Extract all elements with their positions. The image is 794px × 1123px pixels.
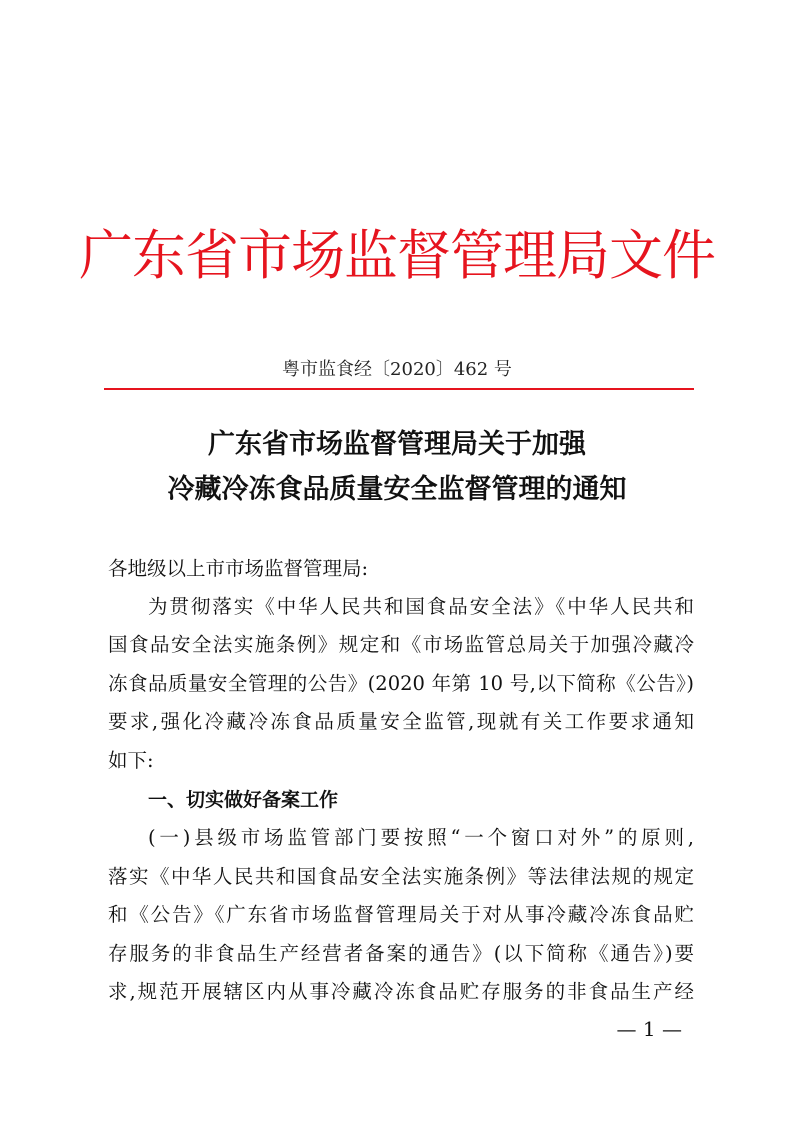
- document-number: 粤市监食经〔2020〕462 号: [282, 359, 512, 380]
- notice-title-line-2: 冷藏冷冻食品质量安全监督管理的通知: [167, 474, 627, 505]
- page-number-text: — 1 —: [616, 1017, 682, 1041]
- paragraph-line: 如下:: [108, 749, 154, 772]
- paragraph-line: 冻食品质量安全管理的公告》(2020 年第 10 号,以下简称《公告》): [108, 672, 694, 695]
- paragraph-line: (一)县级市场监管部门要按照“一个窗口对外”的原则,: [148, 826, 694, 849]
- paragraph-line: 求,规范开展辖区内从事冷藏冷冻食品贮存服务的非食品生产经: [108, 980, 694, 1003]
- header-divider: [104, 388, 694, 390]
- paragraph-line: 存服务的非食品生产经营者备案的通告》(以下简称《通告》)要: [108, 942, 694, 965]
- notice-title-line-1: 广东省市场监督管理局关于加强: [208, 429, 586, 460]
- paragraph-line: 为贯彻落实《中华人民共和国食品安全法》《中华人民共和: [148, 595, 694, 618]
- paragraph-line: 和《公告》《广东省市场监督管理局关于对从事冷藏冷冻食品贮: [108, 903, 694, 926]
- paragraph-line: 要求,强化冷藏冷冻食品质量安全监管,现就有关工作要求通知: [108, 710, 694, 733]
- page-number: [0, 1012, 794, 1046]
- salutation: 各地级以上市市场监督管理局:: [108, 557, 369, 580]
- document-header-title: 广东省市场监督管理局文件: [79, 224, 715, 287]
- paragraph-line: 落实《中华人民共和国食品安全法实施条例》等法律法规的规定: [108, 865, 694, 888]
- section-heading: 一、切实做好备案工作: [148, 789, 339, 811]
- paragraph-line: 国食品安全法实施条例》规定和《市场监管总局关于加强冷藏冷: [108, 633, 694, 656]
